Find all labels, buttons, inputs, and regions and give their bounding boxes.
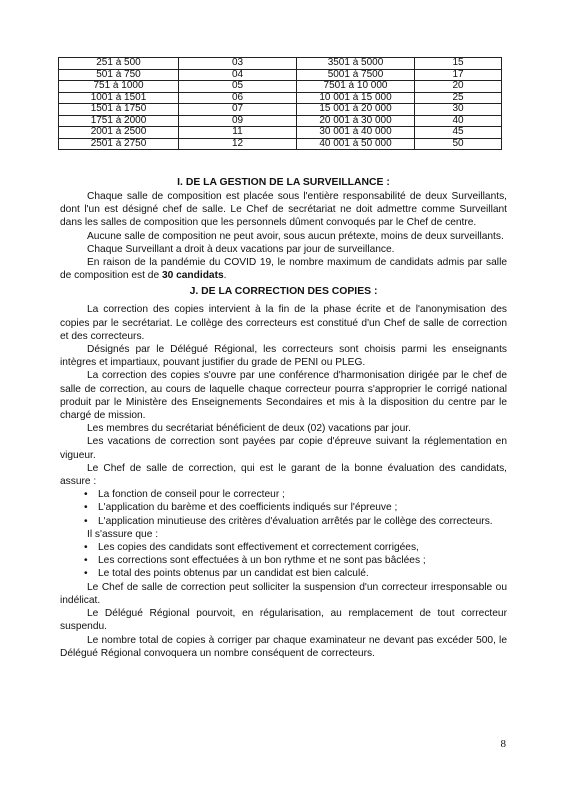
list-item: • Les corrections sont effectuées à un bon rythme et ne sont pas bâclées ;	[84, 554, 507, 567]
list-item: • Le total des points obtenus par un candidat est bien calculé.	[84, 567, 507, 580]
table-row	[59, 115, 502, 127]
bullet-list-duties	[60, 488, 507, 528]
table-row	[59, 127, 502, 139]
allocation-table	[58, 57, 502, 150]
paragraph: Le Chef de salle de correction peut solliciter la suspension d'un correcteur irresponsable ou indélicat.	[60, 581, 507, 606]
table-cell: 25	[415, 92, 502, 104]
paragraph: Le Délégué Régional pourvoit, en régularisation, au remplacement de tout correcteur suspendu.	[60, 608, 507, 633]
list-item: • L'application du barème et des coefficients indiqués sur l'épreuve ;	[84, 501, 507, 514]
table-cell: 05	[179, 81, 297, 93]
table-cell: 06	[179, 92, 297, 104]
list-item: • L'application minutieuse des critères d'évaluation arrêtés par le collège des correcteurs.	[84, 515, 507, 528]
table-cell: 1751 à 2000	[59, 115, 179, 127]
paragraph: La correction des copies intervient à la fin de la phase écrite et de l'anonymisation des copies par le secrétariat. Le collège des correcteurs est constitué d'un Chef de salle de correction et des correcteurs.	[60, 304, 507, 342]
paragraph: Désignés par le Délégué Régional, les correcteurs sont choisis parmi les enseignants intègres et impartiaux, pouvant justifier du grade de PENI ou PLEG.	[60, 344, 507, 369]
table-cell: 2501 à 2750	[59, 138, 179, 150]
table-row	[59, 58, 502, 70]
table-row	[59, 69, 502, 81]
table-cell: 30 001 à 40 000	[297, 127, 415, 139]
table-cell: 50	[415, 138, 502, 150]
section-j-heading: J. DE LA CORRECTION DES COPIES :	[189, 286, 378, 298]
table-cell: 40	[415, 115, 502, 127]
paragraph: La correction des copies s'ouvre par une conférence d'harmonisation dirigée par le chef de salle de correction, au cours de laquelle chaque correcteur pourra s'approprier le corrigé national produit par le Ministère des Enseignements Secondaires et mis à la disposition du centre par le chargé de mission.	[60, 370, 507, 422]
page-number: 8	[500, 738, 506, 750]
list-item: • Les copies des candidats sont effectivement et correctement corrigées,	[84, 541, 507, 554]
document-body	[60, 176, 507, 660]
paragraph: Chaque Surveillant a droit à deux vacations par jour de surveillance.	[87, 243, 395, 255]
table-cell: 09	[179, 115, 297, 127]
table-cell: 20 001 à 30 000	[297, 115, 415, 127]
table-cell: 7501 à 10 000	[297, 81, 415, 93]
table-cell: 12	[179, 138, 297, 150]
table-cell: 20	[415, 81, 502, 93]
paragraph: Les membres du secrétariat bénéficient de deux (02) vacations par jour.	[87, 423, 411, 435]
paragraph-end: .	[223, 270, 227, 282]
table-cell: 501 à 750	[59, 69, 179, 81]
paragraph: Aucune salle de composition ne peut avoir, sous aucun prétexte, moins de deux surveillants.	[87, 230, 504, 242]
table-cell: 15	[415, 58, 502, 70]
table-cell: 3501 à 5000	[297, 58, 415, 70]
table-cell: 17	[415, 69, 502, 81]
table-cell: 15 001 à 20 000	[297, 104, 415, 116]
table-cell: 5001 à 7500	[297, 69, 415, 81]
bullet-list-checks	[60, 541, 507, 581]
table-cell: 751 à 1000	[59, 81, 179, 93]
paragraph: Il s'assure que :	[87, 528, 159, 540]
table-cell: 2001 à 2500	[59, 127, 179, 139]
table-cell: 40 001 à 50 000	[297, 138, 415, 150]
table-cell: 45	[415, 127, 502, 139]
table-cell: 04	[179, 69, 297, 81]
list-item: • La fonction de conseil pour le correcteur ;	[84, 488, 507, 501]
section-i-heading: I. DE LA GESTION DE LA SURVEILLANCE :	[177, 177, 390, 188]
table-cell: 03	[179, 58, 297, 70]
table-cell: 1501 à 1750	[59, 104, 179, 116]
table-cell: 07	[179, 104, 297, 116]
paragraph: Le Chef de salle de correction, qui est le garant de la bonne évaluation des candidats, assure :	[60, 462, 507, 488]
paragraph-text: En raison de la pandémie du COVID 19, le nombre maximum de candidats admis par salle de composition est de	[60, 257, 507, 282]
allocation-table-body	[59, 58, 502, 150]
table-row	[59, 92, 502, 104]
table-cell: 251 à 500	[59, 58, 179, 70]
paragraph: Chaque salle de composition est placée sous l'entière responsabilité de deux Surveillants, dont l'un est désigné chef de salle. Le Chef de secrétariat ne doit admettre comme Surveillant dans les salles de composition que les personnels dûment convoqués par le Chef de centre.	[60, 191, 507, 229]
table-row	[59, 138, 502, 150]
paragraph: Le nombre total de copies à corriger par chaque examinateur ne devant pas excéder 500, le Délégué Régional convoquera un nombre conséquent de correcteurs.	[60, 634, 507, 659]
candidate-limit: 30 candidats	[161, 270, 224, 282]
table-cell: 10 001 à 15 000	[297, 92, 415, 104]
paragraph: Les vacations de correction sont payées par copie d'épreuve suivant la réglementation en vigueur.	[60, 436, 507, 461]
table-cell: 11	[179, 127, 297, 139]
table-cell: 30	[415, 104, 502, 116]
table-cell: 1001 à 1501	[59, 92, 179, 104]
paragraph	[60, 256, 507, 282]
table-row	[59, 81, 502, 93]
table-row	[59, 104, 502, 116]
